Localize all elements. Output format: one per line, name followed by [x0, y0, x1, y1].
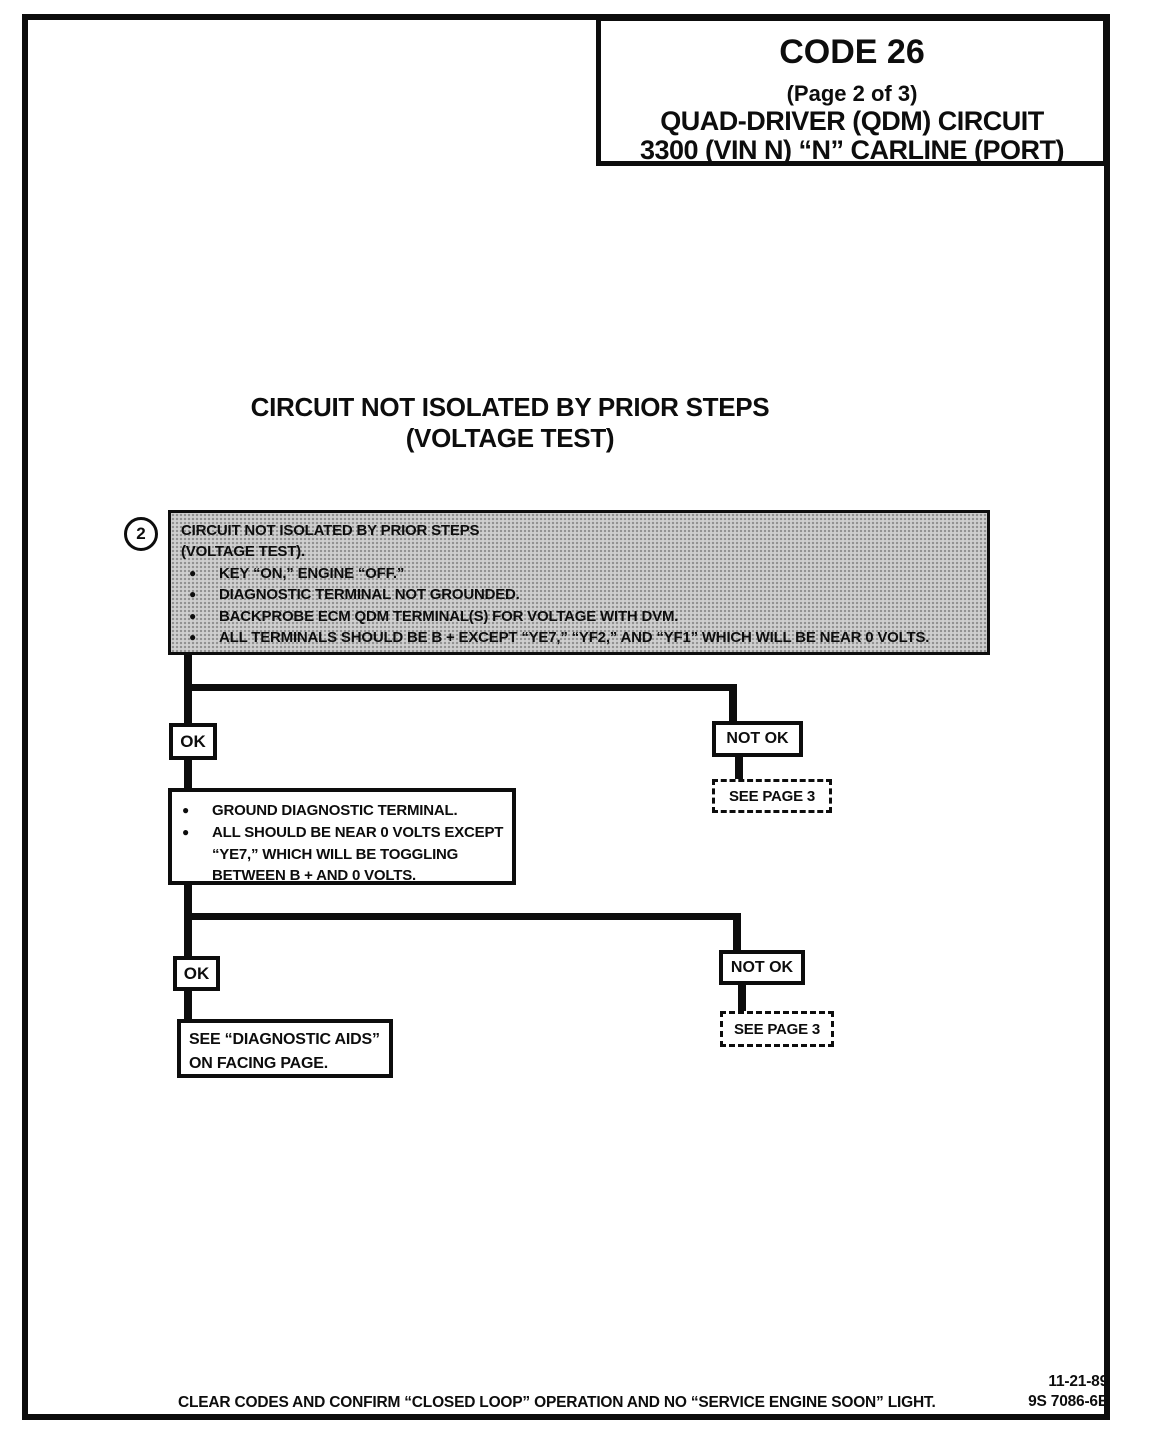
step-box-bullet: ● KEY “ON,” ENGINE “OFF.” — [181, 563, 977, 584]
bullet-icon — [181, 563, 219, 584]
step-number: 2 — [136, 524, 146, 543]
not-ok-box-2: NOT OK — [719, 950, 805, 985]
step-box-title-line1: CIRCUIT NOT ISOLATED BY PRIOR STEPS — [181, 522, 480, 539]
ok-box-1: OK — [169, 723, 217, 760]
page-title: CODE 26 — [779, 33, 925, 71]
connector-vertical — [184, 885, 192, 959]
header-box — [596, 16, 1108, 166]
instruction-bullet: ● ALL SHOULD BE NEAR 0 VOLTS EXCEPT “YE7,” WHICH WILL BE TOGGLING BETWEEN B + AND 0 VOLTS. — [174, 822, 506, 887]
section-heading-line2: (VOLTAGE TEST) — [405, 422, 615, 453]
footer-reference — [1000, 1372, 1108, 1412]
connector-vertical — [738, 984, 746, 1013]
step-number-circle — [124, 517, 158, 551]
ground-terminal-box — [168, 788, 516, 885]
section-heading-line1: CIRCUIT NOT ISOLATED BY PRIOR STEPS — [250, 392, 770, 422]
instruction-bullet: ● GROUND DIAGNOSTIC TERMINAL. — [174, 800, 506, 822]
header-subtitle-1: QUAD-DRIVER (QDM) CIRCUIT — [660, 106, 1044, 136]
step-box-bullet: ● DIAGNOSTIC TERMINAL NOT GROUNDED. — [181, 584, 977, 605]
diagnostic-aids-line1: SEE “DIAGNOSTIC AIDS” — [189, 1031, 380, 1048]
step-instruction-box — [168, 510, 990, 655]
footer-date: 11-21-89 — [1048, 1373, 1108, 1390]
footer-doc-number: 9S 7086-6E — [1028, 1393, 1108, 1411]
page-info: (Page 2 of 3) — [786, 81, 918, 106]
step-box-title-line2: (VOLTAGE TEST). — [181, 543, 305, 561]
connector-vertical — [184, 758, 192, 790]
connector-vertical — [729, 684, 737, 724]
header-subtitle-2: 3300 (VIN N) “N” CARLINE (PORT) — [639, 134, 1065, 165]
bullet-icon — [174, 822, 212, 887]
diagnostic-aids-box — [177, 1019, 393, 1078]
bullet-icon — [181, 606, 219, 627]
step-box-bullet: ● BACKPROBE ECM QDM TERMINAL(S) FOR VOLTAGE WITH DVM. — [181, 606, 977, 627]
ok-box-2: OK — [173, 956, 220, 991]
section-heading — [170, 392, 850, 453]
see-page-3-box-1: SEE PAGE 3 — [712, 779, 832, 813]
not-ok-box-1: NOT OK — [712, 721, 803, 757]
connector-vertical — [735, 756, 743, 781]
step-box-bullet: ● ALL TERMINALS SHOULD BE B + EXCEPT “YE7,” “YF2,” AND “YF1” WHICH WILL BE NEAR 0 VOLTS. — [181, 627, 977, 648]
see-page-3-box-2: SEE PAGE 3 — [720, 1011, 834, 1047]
bullet-icon — [181, 627, 219, 648]
connector-horizontal — [184, 684, 737, 691]
bullet-icon — [174, 800, 212, 822]
connector-vertical — [184, 990, 192, 1021]
diagnostic-aids-line2: ON FACING PAGE. — [189, 1055, 328, 1072]
bullet-icon — [181, 584, 219, 605]
connector-horizontal — [184, 913, 741, 920]
connector-vertical — [733, 913, 741, 952]
footer-note: CLEAR CODES AND CONFIRM “CLOSED LOOP” OPERATION AND NO “SERVICE ENGINE SOON” LIGHT. — [178, 1394, 936, 1411]
